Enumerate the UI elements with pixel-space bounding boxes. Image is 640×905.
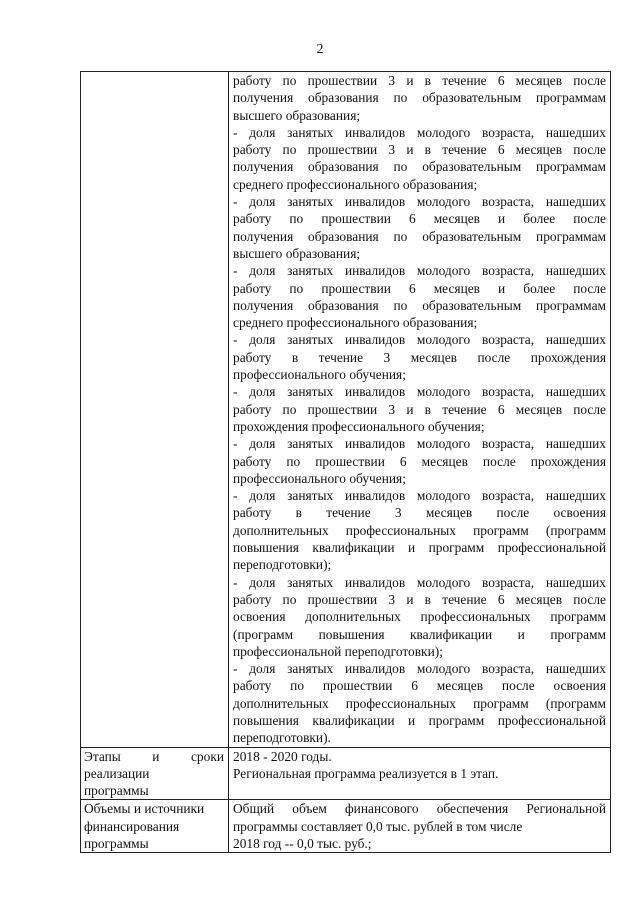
text-line: переподготовки); — [233, 557, 332, 573]
text-line: - доля занятых инвалидов молодого возраста, нашедших — [233, 574, 606, 590]
text-line: получения образования по образовательным программам — [233, 90, 606, 106]
text-line: работу по прошествии 6 месяцев после прохождения — [233, 453, 606, 469]
text-line: работу по прошествии 6 месяцев и более после — [233, 280, 606, 296]
text-line: Объемы и источники — [84, 801, 205, 817]
text-line: высшего образования; — [233, 245, 361, 261]
text-line: работу по прошествии 3 и в течение 6 месяцев после — [233, 591, 606, 607]
text-line: работу в течение 3 месяцев после освоения — [233, 505, 606, 521]
text-line: Общий объем финансового обеспечения Региональной — [233, 801, 606, 817]
text-line: программы — [84, 783, 149, 799]
row-content-cell — [229, 747, 611, 800]
row-content-cell — [229, 72, 611, 748]
text-line: - доля занятых инвалидов молодого возраста, нашедших — [233, 194, 606, 210]
text-line: работу по прошествии 6 месяцев после освоения — [233, 678, 606, 694]
text-line: - доля занятых инвалидов молодого возраста, нашедших — [233, 384, 606, 400]
stages-row — [81, 747, 611, 800]
text-line: работу по прошествии 6 месяцев и более после — [233, 211, 606, 227]
text-line: освоения дополнительных профессиональных программ — [233, 609, 606, 625]
text-line: 2018 - 2020 годы. — [233, 748, 332, 764]
text-line: (программ повышения квалификации и программ — [233, 626, 606, 642]
text-line: профессиональной переподготовки); — [233, 643, 443, 659]
text-line: 2018 год -- 0,0 тыс. руб.; — [233, 836, 372, 852]
text-line: повышения квалификации и программ профессиональной — [233, 540, 606, 556]
text-line: работу по прошествии 3 и в течение 6 месяцев после — [233, 401, 606, 417]
funding-row — [81, 800, 611, 853]
text-line: работу по прошествии 3 и в течение 6 месяцев после — [233, 73, 606, 88]
indicators-row — [81, 72, 611, 748]
row-label-cell — [81, 800, 229, 853]
page-number: 2 — [316, 42, 324, 57]
text-line: высшего образования; — [233, 107, 361, 123]
text-line: работу по прошествии 3 и в течение 6 месяцев после — [233, 142, 606, 158]
text-line: переподготовки). — [233, 730, 331, 746]
text-line: получения образования по образовательным программам — [233, 228, 606, 244]
text-line: дополнительных профессиональных программ (программ — [233, 522, 606, 538]
text-line: - доля занятых инвалидов молодого возраста, нашедших — [233, 124, 606, 140]
text-line: - доля занятых инвалидов молодого возраста, нашедших — [233, 661, 606, 677]
text-line: - доля занятых инвалидов молодого возраста, нашедших — [233, 263, 606, 279]
text-line: Региональная программа реализуется в 1 этап. — [233, 765, 499, 781]
row-content-cell — [229, 800, 611, 853]
program-passport-table — [80, 71, 611, 853]
row-label-cell — [81, 747, 229, 800]
text-line: среднего профессионального образования; — [233, 176, 478, 192]
text-line: - доля занятых инвалидов молодого возраста, нашедших — [233, 488, 606, 504]
text-line: среднего профессионального образования; — [233, 315, 478, 331]
text-line: - доля занятых инвалидов молодого возраста, нашедших — [233, 332, 606, 348]
text-line: повышения квалификации и программ профессиональной — [233, 712, 606, 728]
text-line: профессионального обучения; — [233, 470, 406, 486]
text-line: профессионального обучения; — [233, 367, 406, 383]
text-line: дополнительных профессиональных программ (программ — [233, 695, 606, 711]
text-line: реализации — [84, 765, 150, 781]
text-line: программы — [84, 836, 149, 852]
text-line: получения образования по образовательным программам — [233, 159, 606, 175]
text-line: - доля занятых инвалидов молодого возраста, нашедших — [233, 436, 606, 452]
text-line: финансирования — [84, 818, 180, 834]
row-label-cell — [81, 72, 229, 748]
text-line: получения образования по образовательным программам — [233, 297, 606, 313]
text-line: программы составляет 0,0 тыс. рублей в том числе — [233, 818, 523, 834]
text-line: прохождения профессионального обучения; — [233, 418, 485, 434]
text-line: Этапы и сроки — [84, 748, 224, 764]
text-line: работу в течение 3 месяцев после прохождения — [233, 349, 606, 365]
